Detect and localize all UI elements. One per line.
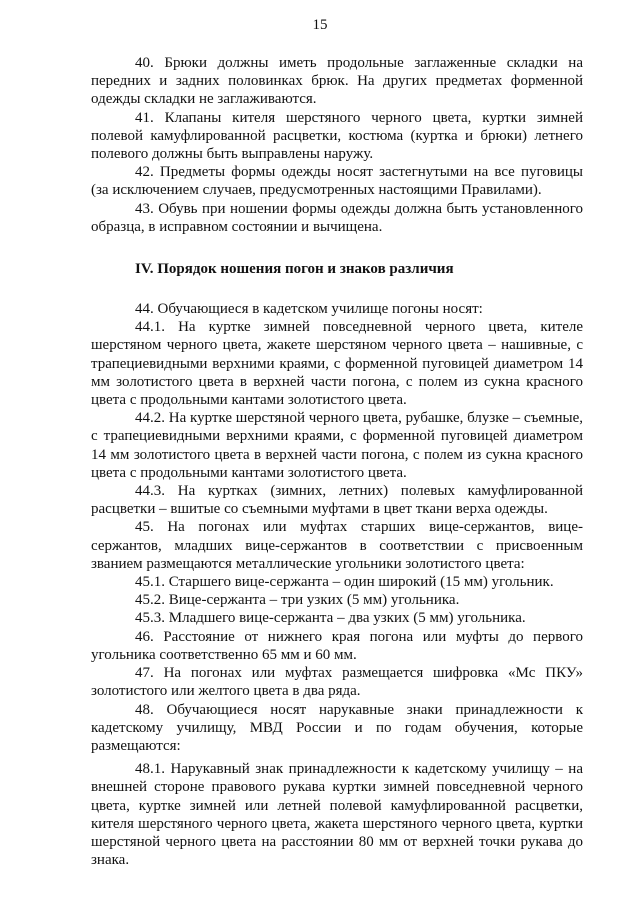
paragraph-40: 40. Брюки должны иметь продольные заглаженные складки на передних и задних половинках брюк. На других предметах форменной одежды складки не заглаживаются. — [91, 55, 583, 108]
paragraph-44: 44. Обучающиеся в кадетском училище погоны носят: — [135, 301, 483, 318]
paragraph-46: 46. Расстояние от нижнего края погона или муфты до первого угольника соответственно 65 мм и 60 мм. — [91, 628, 583, 663]
paragraph-44-3: 44.3. На куртках (зимних, летних) полевых камуфлированной расцветки – вшитые со съемными муфтами в цвет ткани верха одежды. — [91, 483, 583, 518]
paragraph-45-3: 45.3. Младшего вице-сержанта – два узких (5 мм) угольника. — [135, 610, 526, 627]
paragraph-47: 47. На погонах или муфтах размещается шифровка «Мс ПКУ» золотистого или желтого цвета в два ряда. — [91, 665, 583, 700]
section-heading: IV. Порядок ношения погон и знаков различия — [135, 261, 454, 278]
paragraph-42: 42. Предметы формы одежды носят застегнутыми на все пуговицы (за исключением случаев, предусмотренных настоящими Правилами). — [91, 164, 583, 199]
paragraph-48: 48. Обучающиеся носят нарукавные знаки принадлежности к кадетскому училищу, МВД России и по годам обучения, которые размещаются: — [91, 701, 583, 754]
paragraph-45-2: 45.2. Вице-сержанта – три узких (5 мм) угольника. — [135, 592, 460, 609]
paragraph-45-1: 45.1. Старшего вице-сержанта – один широкий (15 мм) угольник. — [135, 574, 554, 591]
paragraph-44-2: 44.2. На куртке шерстяной черного цвета, рубашке, блузке – съемные, с трапециевидными верхними краями, с форменной пуговицей диаметром 14 мм золотистого цвета в верхней части погона, с полем из сукна красного цвета с продольными кантами золотистого цвета. — [91, 410, 583, 481]
page-number: 15 — [312, 17, 328, 33]
paragraph-45: 45. На погонах или муфтах старших вице-сержантов, вице-сержантов, младших вице-сержантов в соответствии с присвоенным званием размещаются металлические угольники золотистого цвета: — [91, 519, 583, 572]
paragraph-44-1: 44.1. На куртке зимней повседневной черного цвета, кителе шерстяном черного цвета, жакете шерстяном черного цвета – нашивные, с трапециевидными верхними краями, с форменной пуговицей диаметром 14 мм золотистого цвета в верхней части погона, с полем из сукна красного цвета с продольными кантами золотистого цвета. — [91, 319, 583, 409]
page-body — [91, 54, 583, 869]
paragraph-43: 43. Обувь при ношении формы одежды должна быть установленного образца, в исправном состоянии и вычищена. — [91, 200, 583, 235]
paragraph-48-1: 48.1. Нарукавный знак принадлежности к кадетскому училищу – на внешней стороне правового рукава куртки зимней повседневной черного цвета, куртке зимней или летней полевой камуфлированной расцветки, кителя шерстяного черного цвета, жакета шерстяного черного цвета, куртки шерстяной черного цвета на расстоянии 80 мм от верхней точки рукава до знака. — [91, 761, 583, 869]
paragraph-41: 41. Клапаны кителя шерстяного черного цвета, куртки зимней полевой камуфлированной расцветки, костюма (куртка и брюки) летнего полевого должны быть выправлены наружу. — [91, 109, 583, 163]
